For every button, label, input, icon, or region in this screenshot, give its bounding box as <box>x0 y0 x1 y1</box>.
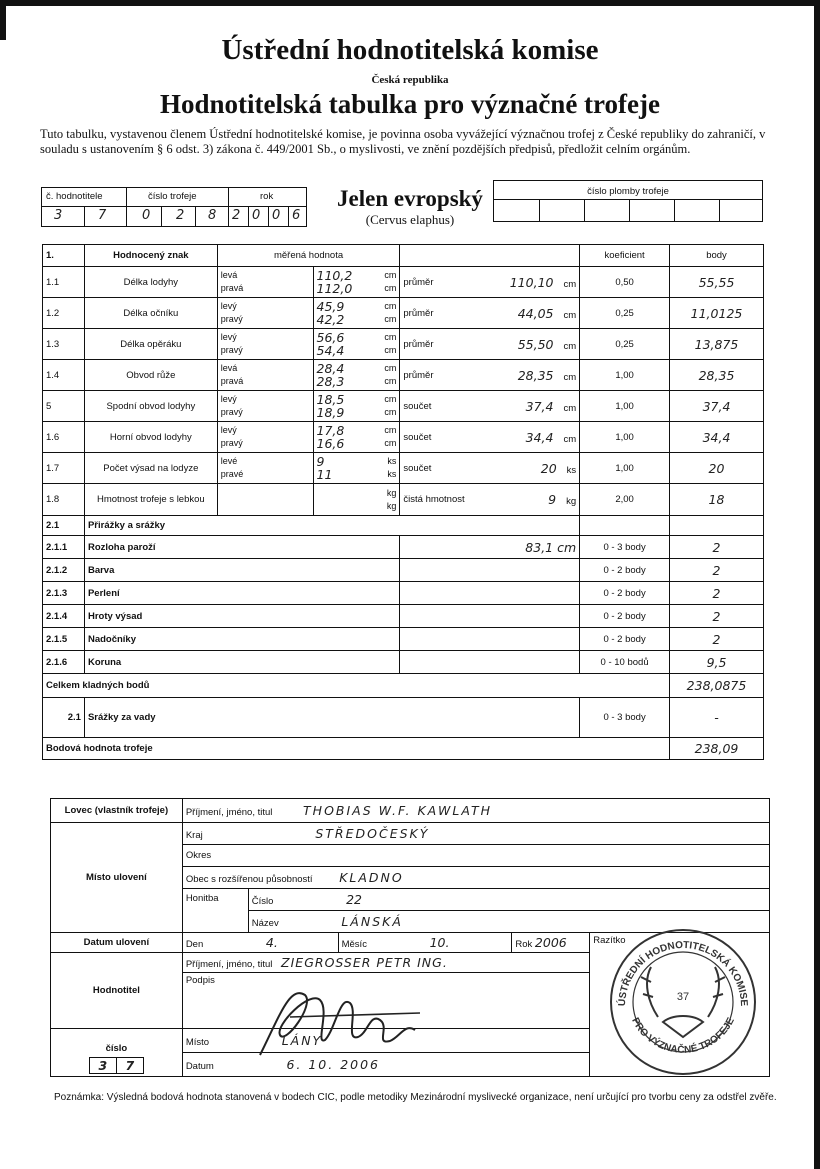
sub-row-name: Koruna <box>84 651 399 674</box>
kraj-label: Kraj <box>185 830 203 841</box>
evaluator-number-digit: 7 <box>125 1058 135 1073</box>
total-positive-label: Celkem kladných bodů <box>43 674 670 698</box>
deductions-range: 0 - 3 body <box>580 698 670 738</box>
table-header-row <box>43 245 764 267</box>
right-value: 16,6 <box>316 436 345 451</box>
sub-row-points: 2 <box>670 628 764 651</box>
left-value: 56,6 <box>316 330 345 345</box>
row-feature: Délka lodyhy <box>84 267 217 298</box>
left-value: 17,8 <box>316 423 345 438</box>
sub-row-num: 2.1.1 <box>43 536 85 559</box>
row-feature: Délka očníku <box>84 298 217 329</box>
row-coef: 0,25 <box>580 298 670 329</box>
result-value: 28,35 <box>517 367 554 383</box>
result-label: průměr <box>403 369 434 381</box>
left-unit: ks <box>387 456 397 466</box>
deductions-label: Srážky za vady <box>84 698 579 738</box>
form-title: Hodnotitelská tabulka pro význačné trofeje <box>159 89 660 119</box>
evaluator-number-label: číslo <box>105 1043 128 1054</box>
table-row <box>43 605 764 628</box>
evaluator-label: Hodnotitel <box>51 953 183 1029</box>
left-unit: cm <box>384 332 397 342</box>
den-value: 4. <box>265 935 278 950</box>
left-unit: cm <box>384 394 397 404</box>
row-num: 1.6 <box>43 422 85 453</box>
left-side-label: levý <box>220 425 237 435</box>
table-row <box>43 536 764 559</box>
sub-row-num: 2.1.3 <box>43 582 85 605</box>
result-unit: cm <box>563 371 577 383</box>
table-row <box>43 360 764 391</box>
sub-row-num: 2.1.4 <box>43 605 85 628</box>
result-value: 55,50 <box>517 336 554 352</box>
table-row <box>43 329 764 360</box>
sub-row-num: 2.1.5 <box>43 628 85 651</box>
kraj-value: STŘEDOČESKÝ <box>315 826 430 841</box>
intro-text: Tuto tabulku, vystavenou členem Ústřední hodnotitelské komise, je povinna osoba vyvážející význačnou trofej z České republiky do zahraničí, v souladu s ustanovením § 6 odst. 3) zákona č. 449/2001 Sb., o myslivosti, ve znění pozdějších předpisů, předložit celním orgánům. <box>40 127 766 156</box>
result-unit: cm <box>563 433 577 445</box>
row-feature: Obvod růže <box>84 360 217 391</box>
table-row <box>43 484 764 516</box>
final-value: 238,09 <box>670 738 764 760</box>
sub-row-value: 83,1 cm <box>400 536 580 559</box>
section-2-row <box>43 516 764 536</box>
mesic-value: 10. <box>429 935 450 950</box>
sub-row-num: 2.1.2 <box>43 559 85 582</box>
col-points-header: body <box>670 245 764 267</box>
sub-row-range: 0 - 2 body <box>580 628 670 651</box>
table-row <box>43 651 764 674</box>
den-label: Den <box>185 939 204 950</box>
section-2-label: Přirážky a srážky <box>84 516 579 536</box>
final-value-label: Bodová hodnota trofeje <box>43 738 670 760</box>
right-side-label: pravý <box>220 438 243 448</box>
row-points: 37,4 <box>670 391 764 422</box>
year-digit: 0 <box>252 208 261 223</box>
species <box>330 186 490 228</box>
result-label: součet <box>403 400 432 412</box>
result-value: 9 <box>548 492 557 507</box>
country-label: Česká republika <box>371 74 449 86</box>
row-num: 1.8 <box>43 484 85 516</box>
honitba-cislo-label: Číslo <box>251 896 274 907</box>
evaluation-table <box>42 244 764 760</box>
result-label: průměr <box>403 338 434 350</box>
honitba-nazev-label: Název <box>251 918 279 929</box>
row-feature: Počet výsad na lodyze <box>84 453 217 484</box>
table-row <box>43 298 764 329</box>
table-row <box>43 628 764 651</box>
scan-edge-top <box>0 0 820 6</box>
trophy-no-label: číslo trofeje <box>148 191 197 202</box>
sub-row-points: 9,5 <box>670 651 764 674</box>
right-side-label: pravý <box>220 345 243 355</box>
evaluator-no-label: č. hodnotitele <box>46 191 103 202</box>
mesic-label: Měsíc <box>341 939 367 950</box>
deductions-num: 2.1 <box>43 698 85 738</box>
total-positive-row <box>43 674 764 698</box>
right-unit: cm <box>384 438 397 448</box>
result-value: 44,05 <box>517 305 554 321</box>
row-num: 1.1 <box>43 267 85 298</box>
sub-row-name: Nadočníky <box>84 628 399 651</box>
result-unit: cm <box>563 309 577 321</box>
row-coef: 2,00 <box>580 484 670 516</box>
table-row <box>43 453 764 484</box>
row-points: 20 <box>670 453 764 484</box>
misto-value: LÁNY <box>281 1033 323 1048</box>
sub-row-value <box>400 582 580 605</box>
table-row <box>43 391 764 422</box>
sub-row-points: 2 <box>670 605 764 628</box>
place-label: Místo ulovení <box>51 823 183 933</box>
sub-row-value <box>400 559 580 582</box>
year-label: rok <box>260 191 274 202</box>
row-coef: 1,00 <box>580 453 670 484</box>
species-latin: (Cervus elaphus) <box>365 212 455 227</box>
sub-row-value <box>400 651 580 674</box>
row-feature: Hmotnost trofeje s lebkou <box>84 484 217 516</box>
result-unit: kg <box>566 496 577 507</box>
seal-number-box <box>493 180 763 222</box>
row-points: 55,55 <box>670 267 764 298</box>
year-digit: 0 <box>272 208 281 223</box>
sub-row-range: 0 - 10 bodů <box>580 651 670 674</box>
stamp-number: 37 <box>676 991 690 1003</box>
right-value: 18,9 <box>316 405 345 420</box>
stamp-text-top: ÚSTŘEDNÍ HODNOTITELSKÁ KOMISE <box>616 939 750 1007</box>
row-points: 28,35 <box>670 360 764 391</box>
hunter-name-value: THOBIAS W.F. KAWLATH <box>303 803 493 818</box>
right-value: 28,3 <box>316 374 345 389</box>
signature <box>250 975 470 1065</box>
honitba-cislo-value: 22 <box>346 892 362 907</box>
evaluator-digit: 7 <box>98 208 107 223</box>
sub-row-name: Barva <box>84 559 399 582</box>
result-unit: cm <box>563 278 577 290</box>
right-unit: cm <box>384 376 397 386</box>
col-num-header: 1. <box>43 245 85 267</box>
result-unit: cm <box>563 340 577 352</box>
row-coef: 1,00 <box>580 360 670 391</box>
left-side-label: levá <box>220 363 238 373</box>
table-row <box>43 582 764 605</box>
obec-value: KLADNO <box>339 870 404 885</box>
right-value: 112,0 <box>316 281 353 296</box>
trophy-digit: 0 <box>142 208 151 223</box>
sub-row-name: Perlení <box>84 582 399 605</box>
right-side-label: pravý <box>220 314 243 324</box>
row-points: 13,875 <box>670 329 764 360</box>
honitba-nazev-value: LÁNSKÁ <box>341 914 403 929</box>
seal-no-label: číslo plomby trofeje <box>587 186 669 197</box>
result-label: součet <box>403 431 432 443</box>
sub-row-name: Hroty výsad <box>84 605 399 628</box>
row-feature: Spodní obvod lodyhy <box>84 391 217 422</box>
evaluator-number-digit: 3 <box>90 1058 117 1073</box>
table-row <box>43 422 764 453</box>
left-value: 9 <box>316 454 325 469</box>
evaluator-number-cell <box>51 1029 183 1077</box>
right-side-label <box>221 500 313 513</box>
date-label: Datum ulovení <box>51 933 183 953</box>
left-unit: cm <box>384 301 397 311</box>
table-row <box>43 267 764 298</box>
row-num: 1.2 <box>43 298 85 329</box>
left-unit: cm <box>384 363 397 373</box>
sub-row-range: 0 - 3 body <box>580 536 670 559</box>
obec-label: Obec s rozšířenou působností <box>185 874 313 885</box>
signature-label: Podpis <box>185 975 215 986</box>
deductions-row <box>43 698 764 738</box>
honitba-label: Honitba <box>182 889 248 933</box>
row-coef: 1,00 <box>580 422 670 453</box>
table-row <box>43 559 764 582</box>
result-unit: cm <box>563 402 577 414</box>
scan-edge-right <box>814 0 820 1169</box>
row-coef: 0,50 <box>580 267 670 298</box>
hunter-name-label: Příjmení, jméno, titul <box>185 807 273 818</box>
left-unit: cm <box>384 270 397 280</box>
evaluator-name-label: Příjmení, jméno, titul <box>185 959 273 970</box>
right-value: 54,4 <box>316 343 345 358</box>
result-label: průměr <box>403 307 434 319</box>
right-unit: cm <box>384 407 397 417</box>
result-label: čistá hmotnost <box>403 494 465 505</box>
sub-row-name: Rozloha paroží <box>84 536 399 559</box>
id-boxes <box>41 187 307 227</box>
final-value-row <box>43 738 764 760</box>
hunter-label: Lovec (vlastník trofeje) <box>51 799 183 823</box>
left-side-label <box>221 487 313 500</box>
result-value: 20 <box>540 460 557 476</box>
result-value: 110,10 <box>509 274 554 290</box>
year-digit: 6 <box>292 208 301 223</box>
footnote: Poznámka: Výsledná bodová hodnota stanovená v bodech CIC, podle metodiky Mezinárodní myslivecké organizace, není určující pro tvorbu ceny za odstřel zvěře. <box>54 1092 777 1103</box>
right-value: 11 <box>316 467 333 482</box>
total-positive-value: 238,0875 <box>670 674 764 698</box>
deductions-value: - <box>670 698 764 738</box>
right-unit: kg <box>386 500 397 511</box>
right-unit: ks <box>387 469 397 479</box>
right-side-label: pravá <box>220 376 244 386</box>
right-side-label: pravá <box>220 283 244 293</box>
rok-label: Rok <box>515 939 533 950</box>
datum-value: 6. 10. 2006 <box>286 1057 381 1072</box>
sub-row-points: 2 <box>670 559 764 582</box>
right-side-label: pravý <box>220 407 243 417</box>
row-num: 5 <box>43 391 85 422</box>
row-coef: 0,25 <box>580 329 670 360</box>
left-side-label: levá <box>220 270 238 280</box>
left-value: 45,9 <box>316 299 345 314</box>
right-unit: cm <box>384 345 397 355</box>
col-coef-header: koeficient <box>580 245 670 267</box>
datum-label: Datum <box>185 1061 214 1072</box>
sub-row-points: 2 <box>670 536 764 559</box>
evaluator-name-value: ZIEGROSSER PETR ING. <box>281 955 448 970</box>
okres-label: Okres <box>182 845 769 867</box>
section-2-num: 2.1 <box>43 516 85 536</box>
misto-label: Místo <box>185 1037 210 1048</box>
left-side-label: levé <box>220 456 238 466</box>
rok-value: 2006 <box>534 935 567 950</box>
left-side-label: levý <box>220 332 237 342</box>
row-points: 18 <box>670 484 764 516</box>
sub-row-range: 0 - 2 body <box>580 559 670 582</box>
row-num: 1.7 <box>43 453 85 484</box>
col-measured-header: měřená hodnota <box>217 245 400 267</box>
left-unit: cm <box>384 425 397 435</box>
right-unit: cm <box>384 283 397 293</box>
stamp-text-bottom: PRO VÝZNAČNÉ TROFEJE <box>629 1016 737 1056</box>
year-digit: 2 <box>232 208 241 223</box>
sub-row-points: 2 <box>670 582 764 605</box>
result-value: 34,4 <box>525 429 554 445</box>
sub-row-value <box>400 628 580 651</box>
stamp-label: Razítko <box>593 935 626 946</box>
species-name: Jelen evropský <box>337 186 483 211</box>
right-value: 42,2 <box>316 312 345 327</box>
sub-row-num: 2.1.6 <box>43 651 85 674</box>
left-side-label: levý <box>220 301 237 311</box>
right-side-label: pravé <box>220 469 244 479</box>
row-num: 1.4 <box>43 360 85 391</box>
row-num: 1.3 <box>43 329 85 360</box>
result-label: součet <box>403 462 432 474</box>
row-points: 34,4 <box>670 422 764 453</box>
row-points: 11,0125 <box>670 298 764 329</box>
sub-row-range: 0 - 2 body <box>580 582 670 605</box>
left-value: 110,2 <box>316 268 353 283</box>
col-feature-header: Hodnocený znak <box>84 245 217 267</box>
result-value: 37,4 <box>525 398 554 414</box>
row-coef: 1,00 <box>580 391 670 422</box>
row-feature: Horní obvod lodyhy <box>84 422 217 453</box>
left-side-label: levý <box>220 394 237 404</box>
official-stamp <box>603 922 763 1082</box>
left-unit: kg <box>386 487 397 498</box>
right-unit: cm <box>384 314 397 324</box>
row-feature: Délka opěráku <box>84 329 217 360</box>
evaluator-digit: 3 <box>54 208 63 223</box>
page-title: Ústřední hodnotitelská komise <box>221 34 599 66</box>
left-value: 18,5 <box>316 392 345 407</box>
trophy-digit: 2 <box>176 208 185 223</box>
result-label: průměr <box>403 276 434 288</box>
result-unit: ks <box>566 464 577 476</box>
sub-row-value <box>400 605 580 628</box>
trophy-digit: 8 <box>208 208 217 223</box>
left-value: 28,4 <box>316 361 345 376</box>
sub-row-range: 0 - 2 body <box>580 605 670 628</box>
